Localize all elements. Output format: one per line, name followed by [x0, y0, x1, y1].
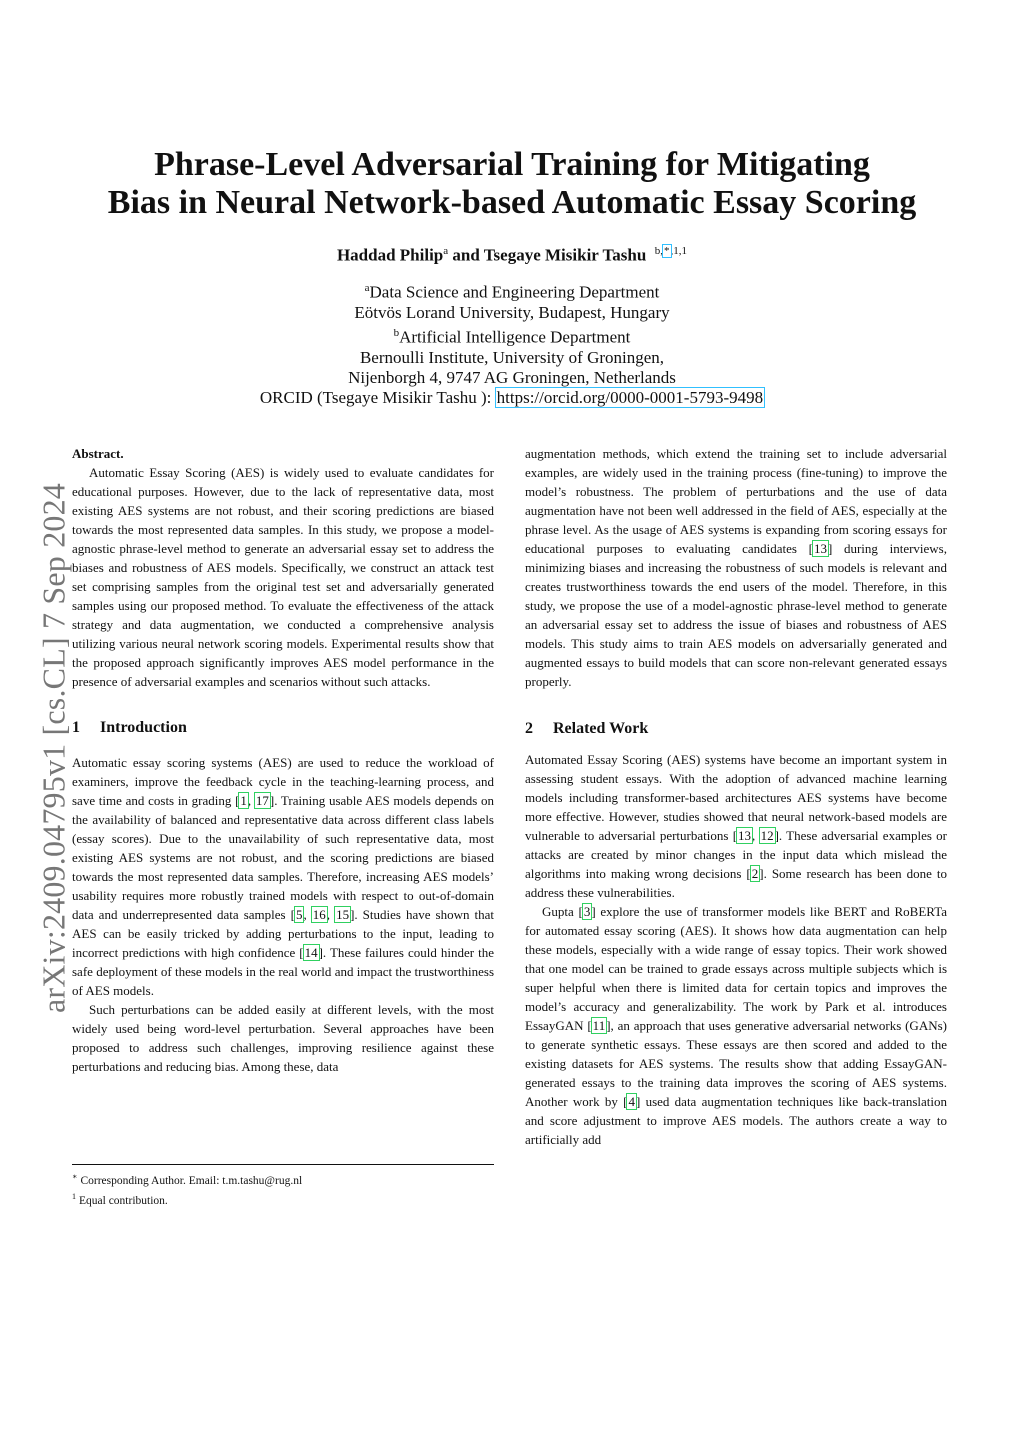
affiliation-a-dept-text: Data Science and Engineering Department	[369, 282, 660, 302]
text-run: ]. Studies have shown that AES can be easily tricked by adding perturbations to the input, leading to incorrect predictions with high confidence [	[72, 907, 495, 960]
text-run: ] during interviews, minimizing biases and increasing the robustness of such models is relevant and creates trustworthiness towards the end users of the model. Therefore, in this study, we propose the use of a model-agnostic phrase-level method to generate an adversarial essay set to address the issue of biases and robustness of AES models. This study aims to train AES models on adversarially generated and augmented essays to build models that can score non-relevant generated essays properly.	[525, 541, 947, 689]
footnote-equal-contribution	[72, 1189, 494, 1209]
abstract-text: Automatic Essay Scoring (AES) is widely used to evaluate candidates for educational purposes. However, due to the lack of representative data, most existing AES systems are not robust, and their scoring predictions are biased towards the most represented data samples. In this study, we propose a model-agnostic phrase-level method to generate an adversarial essay set to address the biases and robustness of AES models. Specifically, we construct an attack test set comprising samples from the original test set and adversarially generated samples using our proposed method. To evaluate the effectiveness of the attack strategy and data augmentation, we conducted a comprehensive analysis utilizing various neural network scoring models. Experimental results show that the proposed approach significantly improves AES model performance in the presence of adversarial examples and scenarios without such attacks.	[72, 465, 494, 689]
orcid-label: ORCID (Tsegaye Misikir Tashu ):	[259, 388, 496, 408]
author-tashu: Tsegaye Misikir Tashu	[483, 245, 647, 265]
author-list	[0, 240, 1024, 267]
text-run: Gupta [	[542, 904, 583, 919]
text-run: ] used data augmentation techniques like back-translation and score adjustment to improve AES models. The authors create a way to artificially add	[525, 1094, 947, 1147]
affiliations	[0, 278, 1024, 409]
affiliation-b-address: Nijenborgh 4, 9747 AG Groningen, Netherlands	[348, 368, 676, 388]
citation-link[interactable]: 11	[592, 1018, 606, 1033]
author-tashu-affil-mark	[655, 245, 687, 257]
text-run: ]. These failures could hinder the safe deployment of these models in the real world and impact the trustworthiness of AES models.	[72, 945, 494, 998]
text-run: ], an approach that uses generative adversarial networks (GANs) to generate synthetic essays. These essays are then scored and added to the existing datasets for AES systems. The results show that adding EssayGAN-generated essays to the training data improves the scoring of AES systems. Another work by [	[525, 1018, 947, 1109]
section-number: 2	[525, 720, 533, 737]
intro-paragraph-1	[72, 753, 494, 1000]
citation-link[interactable]: 1	[240, 793, 247, 808]
affiliation-b-dept	[0, 323, 1024, 348]
affiliation-b-dept-text: Artificial Intelligence Department	[399, 327, 631, 347]
text-run: ]. Some research has been done to address these vulnerabilities.	[525, 866, 947, 900]
citation-link[interactable]: 15	[336, 907, 350, 922]
text-run: Automatic essay scoring systems (AES) are used to reduce the workload of examiners, improve the feedback cycle in the teaching-learning process, and save time and costs in grading [	[72, 755, 494, 808]
text-run: ]. Training usable AES models depends on the availability of balanced and representative data across different class labels (essay scores). Due to the unavailability of such representative data, most existing AES systems are not robust, and the scoring predictions are biased towards the most represented data samples. Therefore, increasing AES models’ usability requires more robustly trained models with respect to out-of-domain data and underrepresented data samples [	[72, 793, 494, 922]
text-run: augmentation methods, which extend the training set to include adversarial examples, are widely used in the training process (fine-tuning) to improve the model’s robustness. The problem of perturbations and the use of data augmentation have not been well addressed in the field of AES, especially at the phrase level. As the usage of AES systems is expanding from scoring essays for educational purposes to evaluating candidates [	[525, 446, 947, 556]
citation-link[interactable]: 13	[738, 828, 752, 843]
orcid-link[interactable]: https://orcid.org/0000-0001-5793-9498	[496, 388, 764, 408]
text-run: ]. These adversarial examples or attacks are created by minor changes in the input data which mislead the algorithms into making wrong decisions [	[525, 828, 948, 881]
text-run: ,	[247, 793, 255, 808]
arxiv-identifier-stamp: arXiv:2409.04795v1 [cs.CL] 7 Sep 2024	[35, 482, 72, 1014]
left-column	[72, 444, 494, 1076]
footnote-mark: 1	[72, 1191, 76, 1201]
abstract-heading: Abstract.	[72, 446, 124, 461]
footnotes	[72, 1164, 494, 1209]
orcid-line	[0, 388, 1024, 408]
citation-link[interactable]: 3	[583, 904, 591, 919]
related-paragraph-1	[525, 750, 947, 902]
section-title: Related Work	[553, 720, 649, 737]
footnote-corresponding-author	[72, 1169, 494, 1189]
author-philip: Haddad Philip	[336, 245, 444, 265]
citation-link[interactable]: 4	[628, 1094, 635, 1109]
author-tashu-sup-suffix: ,1,1	[670, 245, 688, 257]
text-run: Automated Essay Scoring (AES) systems have become an important system in assessing student essays. With the adoption of advanced machine learning models including transformer-based architectures AES systems have become more effective. However, studies showed that neural network-based models are vulnerable to adversarial perturbations [	[525, 752, 947, 843]
right-column	[525, 444, 947, 1149]
text-run: ,	[752, 828, 760, 843]
affiliation-a-mark: a	[364, 282, 370, 294]
affiliation-b-mark: b	[393, 327, 400, 340]
footnote-text: Equal contribution.	[79, 1194, 168, 1207]
related-paragraph-2	[525, 902, 947, 1149]
citation-link[interactable]: 14	[304, 945, 318, 960]
affiliation-b-institute: Bernoulli Institute, University of Groningen,	[359, 347, 665, 367]
section-introduction-heading	[72, 718, 494, 738]
intro-paragraph-3	[525, 444, 947, 691]
citation-link[interactable]: 2	[751, 866, 759, 881]
title-line-2: Bias in Neural Network-based Automatic Essay Scoring	[107, 184, 917, 221]
text-run: ,	[326, 907, 336, 922]
citation-link[interactable]: 13	[813, 541, 827, 556]
citation-link[interactable]: 16	[312, 907, 326, 922]
affiliation-a-univ: Eötvös Lorand University, Budapest, Hungary	[354, 302, 670, 322]
section-number: 1	[72, 719, 80, 736]
text-run: ,	[303, 907, 312, 922]
title-line-1: Phrase-Level Adversarial Training for Mitigating	[154, 146, 870, 183]
section-title: Introduction	[100, 719, 187, 736]
corresponding-author-footnote-link[interactable]: *	[664, 245, 670, 257]
intro-paragraph-2: Such perturbations can be added easily at different levels, with the most widely used being word-level perturbation. Several approaches have been proposed to address such challenges, improving resilience against these perturbations and reducing bias. Among these, data	[72, 1002, 494, 1074]
author-philip-affil-mark: a	[443, 245, 449, 257]
section-related-work-heading	[525, 719, 947, 739]
citation-link[interactable]: 17	[255, 793, 269, 808]
footnote-mark: ∗	[72, 1172, 78, 1181]
affiliation-a-dept	[0, 278, 1024, 303]
author-conjunction: and	[448, 245, 484, 265]
citation-link[interactable]: 5	[295, 907, 303, 922]
footnote-text: Corresponding Author. Email: t.m.tashu@rug.nl	[80, 1174, 303, 1187]
text-run: ] explore the use of transformer models like BERT and RoBERTa for automated essay scoring (AES). It shows how data augmentation can help these models, especially with a wide range of essay topics. Their work showed that one model can be trained to grade essays across multiple subjects which is super helpful when there is limited data for certain topics and improves the model’s accuracy and generalizability. The work by Park et al. introduces EssayGAN [	[525, 904, 947, 1033]
citation-link[interactable]: 12	[760, 828, 774, 843]
paper-title	[0, 146, 1024, 222]
author-tashu-sup-prefix: b,	[654, 245, 664, 257]
